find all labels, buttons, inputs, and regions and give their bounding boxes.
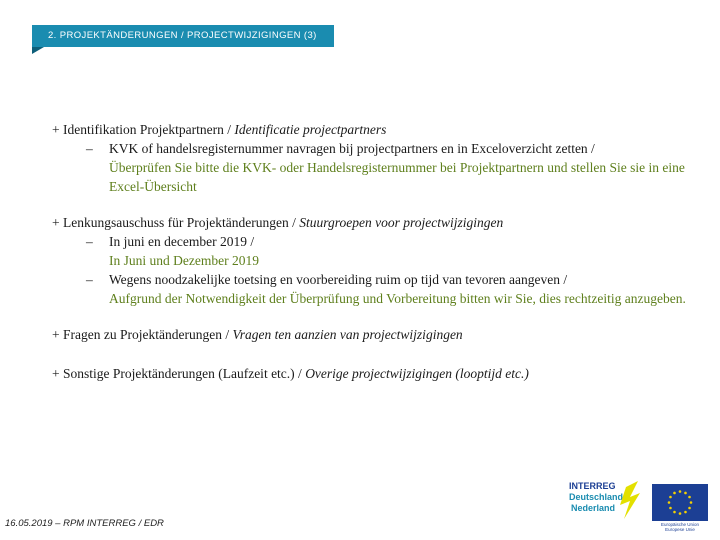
bullet-item-other-changes <box>52 364 692 383</box>
bullet-marker: + <box>52 327 60 342</box>
interreg-logo-graphic <box>566 479 646 521</box>
eu-star-icon <box>669 507 672 510</box>
dash-marker: – <box>86 272 93 287</box>
eu-star-icon <box>690 501 693 504</box>
eu-star-icon <box>668 501 671 504</box>
dash-marker: – <box>86 141 93 156</box>
bullet-heading-nl: Identificatie projectpartners <box>234 122 387 137</box>
bullet-heading-de: Fragen zu Projektänderungen <box>63 327 222 342</box>
eu-star-icon <box>679 512 682 515</box>
header-title: 2. PROJEKTÄNDERUNGEN / PROJECTWIJZIGINGEN (3) <box>48 30 317 41</box>
dash-marker: – <box>86 234 93 249</box>
bullet-separator: / <box>223 122 235 137</box>
eu-star-icon <box>688 507 691 510</box>
sub-item-text-de: In Juni und Dezember 2019 <box>109 253 259 268</box>
bullet-marker: + <box>52 366 60 381</box>
bullet-separator: / <box>294 366 306 381</box>
bullet-heading-nl: Overige projectwijzigingen (looptijd etc.) <box>305 366 529 381</box>
sub-item-text-nl: Wegens noodzakelijke toetsing en voorbereiding ruim op tijd van tevoren aangeven / <box>109 272 568 287</box>
bullet-item-questions <box>52 325 692 344</box>
bullet-item-steering-committee <box>52 213 692 232</box>
bullet-heading-de: Lenkungsauschuss für Projektänderungen <box>63 215 289 230</box>
sub-item-dates <box>52 232 692 270</box>
sub-item-text-de: Aufgrund der Notwendigkeit der Überprüfung und Vorbereitung bitten wir Sie, dies rechtzeitig anzugeben. <box>109 291 686 306</box>
eu-stars-icon <box>668 490 693 515</box>
interreg-logo-line2: Nederland <box>571 503 616 513</box>
bullet-separator: / <box>221 327 233 342</box>
eu-star-icon <box>684 511 687 514</box>
eu-star-icon <box>688 496 691 499</box>
bullet-marker: + <box>52 122 60 137</box>
bullet-heading-de: Identifikation Projektpartnern <box>63 122 224 137</box>
interreg-logo-line1: Deutschland <box>569 492 624 502</box>
sub-item-text-de: Überprüfen Sie bitte die KVK- oder Handelsregisternummer bei Projektpartnern und stellen Sie sie in eine Excel-Übersicht <box>109 160 685 194</box>
interreg-logo <box>566 479 646 521</box>
eu-caption <box>652 522 708 532</box>
interreg-lightning-icon <box>620 481 640 519</box>
bullet-heading-nl: Vragen ten aanzien van projectwijzigingen <box>232 327 463 342</box>
sub-item-text-nl: In juni en december 2019 / <box>109 234 255 249</box>
bullet-heading-de: Sonstige Projektänderungen (Laufzeit etc.) <box>63 366 295 381</box>
sub-item-kvk <box>52 139 692 196</box>
bullet-item-identification <box>52 120 692 139</box>
header-fold-decoration <box>32 47 44 54</box>
sub-item-text-nl: KVK of handelsregisternummer navragen bij projectpartners en in Exceloverzicht zetten / <box>109 141 595 156</box>
eu-star-icon <box>673 492 676 495</box>
footer-date: 16.05.2019 – RPM INTERREG / EDR <box>5 518 164 529</box>
slide-section-header <box>32 25 334 47</box>
eu-caption-de: Europäische Union <box>660 522 700 527</box>
interreg-logo-title: INTERREG <box>569 481 616 491</box>
sub-item-timely-notice <box>52 270 692 308</box>
bullet-separator: / <box>288 215 300 230</box>
bullet-heading-nl: Stuurgroepen voor projectwijzigingen <box>299 215 504 230</box>
slide-content <box>52 120 692 383</box>
eu-star-icon <box>679 490 682 493</box>
eu-star-icon <box>684 492 687 495</box>
eu-flag-icon <box>652 484 708 521</box>
eu-star-icon <box>669 496 672 499</box>
bullet-marker: + <box>52 215 60 230</box>
eu-star-icon <box>673 511 676 514</box>
eu-caption-nl: Europese Unie <box>665 527 695 532</box>
eu-logo <box>652 484 708 534</box>
